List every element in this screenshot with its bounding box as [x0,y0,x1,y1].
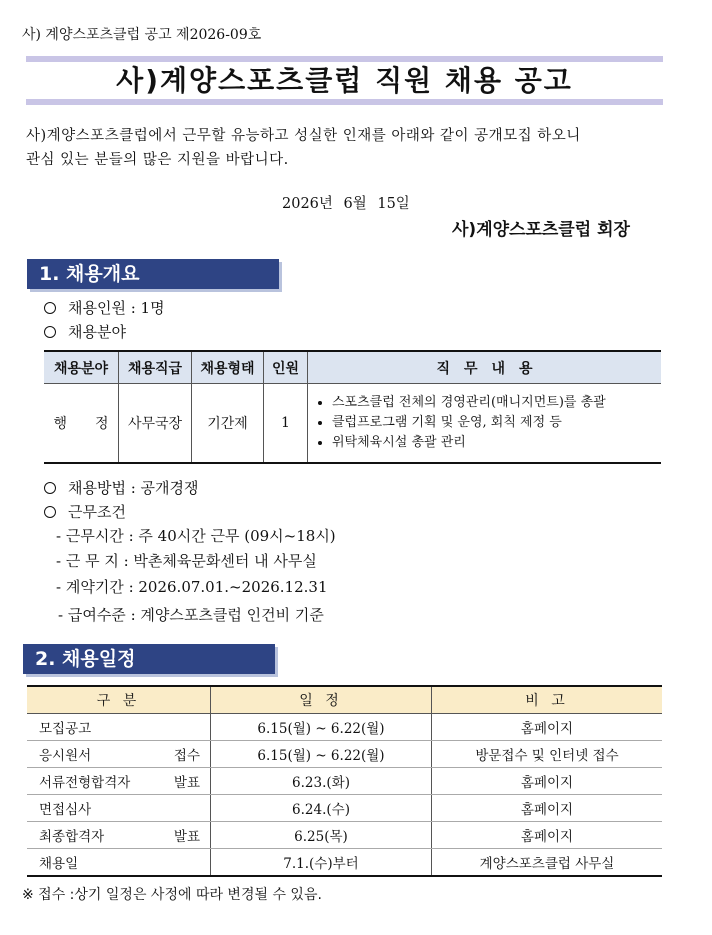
field-item [44,321,126,343]
col-header-type: 채용형태 [192,351,264,384]
col-header-rank: 채용직급 [119,351,192,384]
cell-schedule: 7.1.(수)부터 [211,849,432,877]
table-row [27,768,662,795]
cell-field: 행 정 [44,384,119,464]
cell-schedule: 6.25(목) [211,822,432,849]
table-row [27,849,662,877]
cell-category: 모집공고 [27,714,211,741]
intro-line-1: 사)계양스포츠클럽에서 근무할 유능하고 성실한 인재를 아래와 같이 공개모집 하오니 [26,128,581,144]
section1-heading: 1. 채용개요 [27,259,279,289]
title-bottom-rule [26,99,663,105]
condition-salary: - 급여수준 : 계양스포츠클럽 인건비 기준 [58,606,324,624]
cell-schedule: 6.15(월) ~ 6.22(월) [211,741,432,768]
conditions-item [44,501,126,523]
table-row [27,795,662,822]
col-header-duties: 직 무 내 용 [308,351,662,384]
duty-item: • 위탁체육시설 총괄 관리 [332,433,661,453]
table-row [27,822,662,849]
table-header-row [27,686,662,714]
method-text: 채용방법 : 공개경쟁 [68,479,199,497]
col-header-field: 채용분야 [44,351,119,384]
circle-bullet-icon [44,302,56,314]
headcount-text: 채용인원 : 1명 [68,299,165,317]
cell-category: 서류전형합격자 발표 [27,768,211,795]
signer: 사)계양스포츠클럽 회장 [452,220,630,240]
cell-type: 기간제 [192,384,264,464]
page-title: 사)계양스포츠클럽 직원 채용 공고 [116,64,573,97]
duties-list [318,393,661,453]
condition-location: - 근 무 지 : 박촌체육문화센터 내 사무실 [56,552,317,570]
cell-rank: 사무국장 [119,384,192,464]
field-label: 채용분야 [68,323,126,341]
conditions-label: 근무조건 [68,503,126,521]
schedule-table [27,685,662,877]
headcount-item [44,297,165,319]
table-row [44,384,661,464]
circle-bullet-icon [44,506,56,518]
condition-contract: - 계약기간 : 2026.07.01.~2026.12.31 [56,578,328,596]
duty-item: • 스포츠클럽 전체의 경영관리(매니지먼트)를 총괄 [332,393,661,413]
cell-schedule: 6.23.(화) [211,768,432,795]
col-header-count: 인원 [264,351,308,384]
announcement-date: 2026년 6월 15일 [282,196,410,212]
cell-duties [308,384,662,464]
cell-remarks: 홈페이지 [432,714,663,741]
table-header-row [44,351,661,384]
duty-item: • 클럽프로그램 기획 및 운영, 회칙 제정 등 [332,413,661,433]
cell-remarks: 홈페이지 [432,822,663,849]
intro-paragraph [26,124,676,172]
cell-category: 채용일 [27,849,211,877]
cell-category: 최종합격자 발표 [27,822,211,849]
cell-schedule: 6.15(월) ~ 6.22(월) [211,714,432,741]
method-item [44,477,199,499]
cell-count: 1 [264,384,308,464]
cell-remarks: 방문접수 및 인터넷 접수 [432,741,663,768]
table-row [27,714,662,741]
cell-category: 응시원서 접수 [27,741,211,768]
footnote: ※ 접수 :상기 일정은 사정에 따라 변경될 수 있음. [22,887,322,903]
recruitment-table [44,350,661,464]
col-header-schedule: 일 정 [211,686,432,714]
circle-bullet-icon [44,326,56,338]
cell-schedule: 6.24.(수) [211,795,432,822]
cell-remarks: 홈페이지 [432,795,663,822]
cell-remarks: 계양스포츠클럽 사무실 [432,849,663,877]
circle-bullet-icon [44,482,56,494]
table-row [27,741,662,768]
section2-heading: 2. 채용일정 [23,644,275,674]
col-header-remarks: 비 고 [432,686,663,714]
cell-remarks: 홈페이지 [432,768,663,795]
cell-category: 면접심사 [27,795,211,822]
col-header-category: 구 분 [27,686,211,714]
condition-hours: - 근무시간 : 주 40시간 근무 (09시~18시) [56,527,336,545]
document-number: 사) 계양스포츠클럽 공고 제2026-09호 [22,27,262,43]
intro-line-2: 관심 있는 분들의 많은 지원을 바랍니다. [26,152,289,168]
title-banner [26,56,663,106]
